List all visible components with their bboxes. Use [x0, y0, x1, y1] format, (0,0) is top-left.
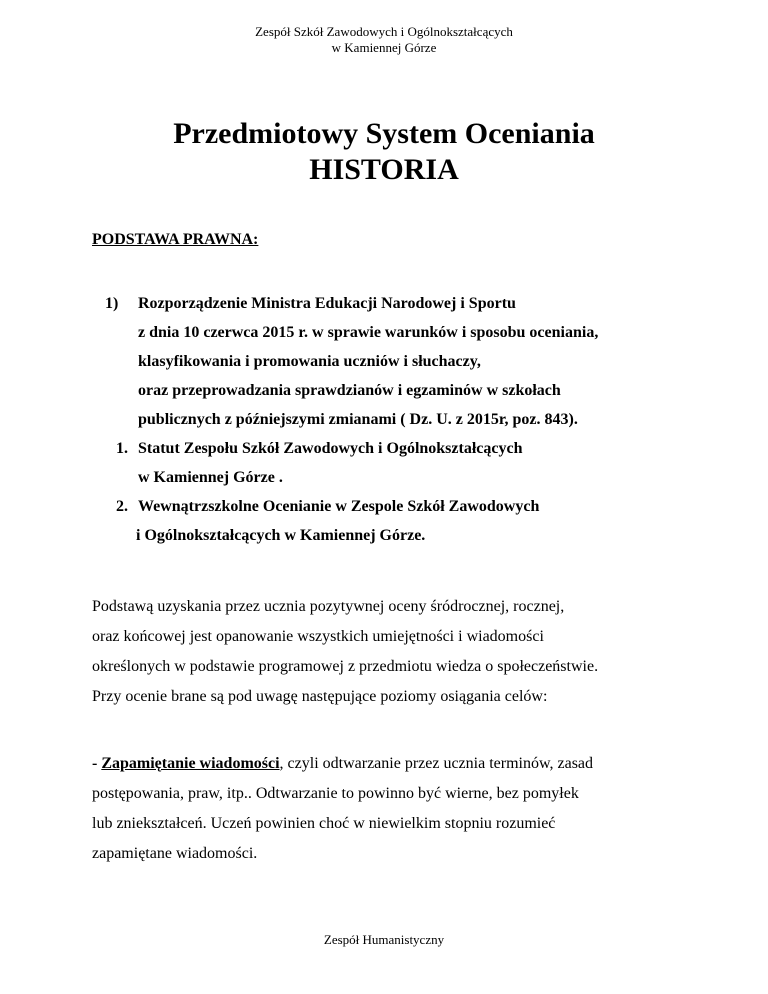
intro-line-1: Podstawą uzyskania przez ucznia pozytywnej oceny śródrocznej, rocznej,: [92, 598, 565, 615]
intro-line-2: oraz końcowej jest opanowanie wszystkich umiejętności i wiadomości: [92, 628, 544, 645]
memory-line-2: postępowania, praw, itp.. Odtwarzanie to powinno być wierne, bez pomyłek: [92, 785, 579, 802]
intro-line-4: Przy ocenie brane są pod uwagę następujące poziomy osiągania celów:: [92, 688, 548, 705]
legal-item-3-line-1: Wewnątrzszkolne Ocenianie w Zespole Szkół Zawodowych: [138, 498, 540, 515]
legal-item-1-line-5: publicznych z późniejszymi zmianami ( Dz. U. z 2015r, poz. 843).: [138, 411, 578, 428]
legal-item-2-line-2: w Kamiennej Górze .: [138, 469, 283, 486]
legal-item-1-line-4: oraz przeprowadzania sprawdzianów i egzaminów w szkołach: [138, 382, 561, 399]
school-header-line-1: Zespół Szkół Zawodowych i Ogólnokształcących: [255, 24, 513, 39]
legal-item-1-marker: 1): [105, 295, 119, 312]
intro-line-3: określonych w podstawie programowej z przedmiotu wiedza o społeczeństwie.: [92, 658, 599, 675]
memory-dash: -: [92, 755, 102, 772]
legal-item-3-line-2: i Ogólnokształcących w Kamiennej Górze.: [136, 527, 426, 544]
document-title-line-1: Przedmiotowy System Oceniania: [173, 117, 595, 150]
memory-line-1: [92, 754, 593, 774]
legal-item-1-line-2: z dnia 10 czerwca 2015 r. w sprawie warunków i sposobu oceniania,: [138, 324, 599, 341]
document-title-line-2: HISTORIA: [309, 153, 459, 186]
memory-line-4: zapamiętane wiadomości.: [92, 845, 258, 862]
legal-item-3-marker: 2.: [116, 498, 128, 515]
legal-item-1-line-1: Rozporządzenie Ministra Edukacji Narodowej i Sportu: [138, 295, 516, 312]
page-footer: Zespół Humanistyczny: [323, 932, 445, 947]
legal-item-2-marker: 1.: [116, 440, 128, 457]
legal-item-2-line-1: Statut Zespołu Szkół Zawodowych i Ogólnokształcących: [138, 440, 523, 457]
memory-line-1-rest: , czyli odtwarzanie przez ucznia terminów, zasad: [279, 755, 594, 772]
school-header: [0, 24, 768, 56]
document-title: [0, 116, 768, 188]
legal-basis-heading: PODSTAWA PRAWNA:: [92, 231, 259, 248]
legal-item-1-line-3: klasyfikowania i promowania uczniów i słuchaczy,: [138, 353, 481, 370]
memory-term: Zapamiętanie wiadomości: [101, 755, 280, 772]
school-header-line-2: w Kamiennej Górze: [331, 40, 437, 55]
memory-line-3: lub zniekształceń. Uczeń powinien choć w niewielkim stopniu rozumieć: [92, 815, 556, 832]
